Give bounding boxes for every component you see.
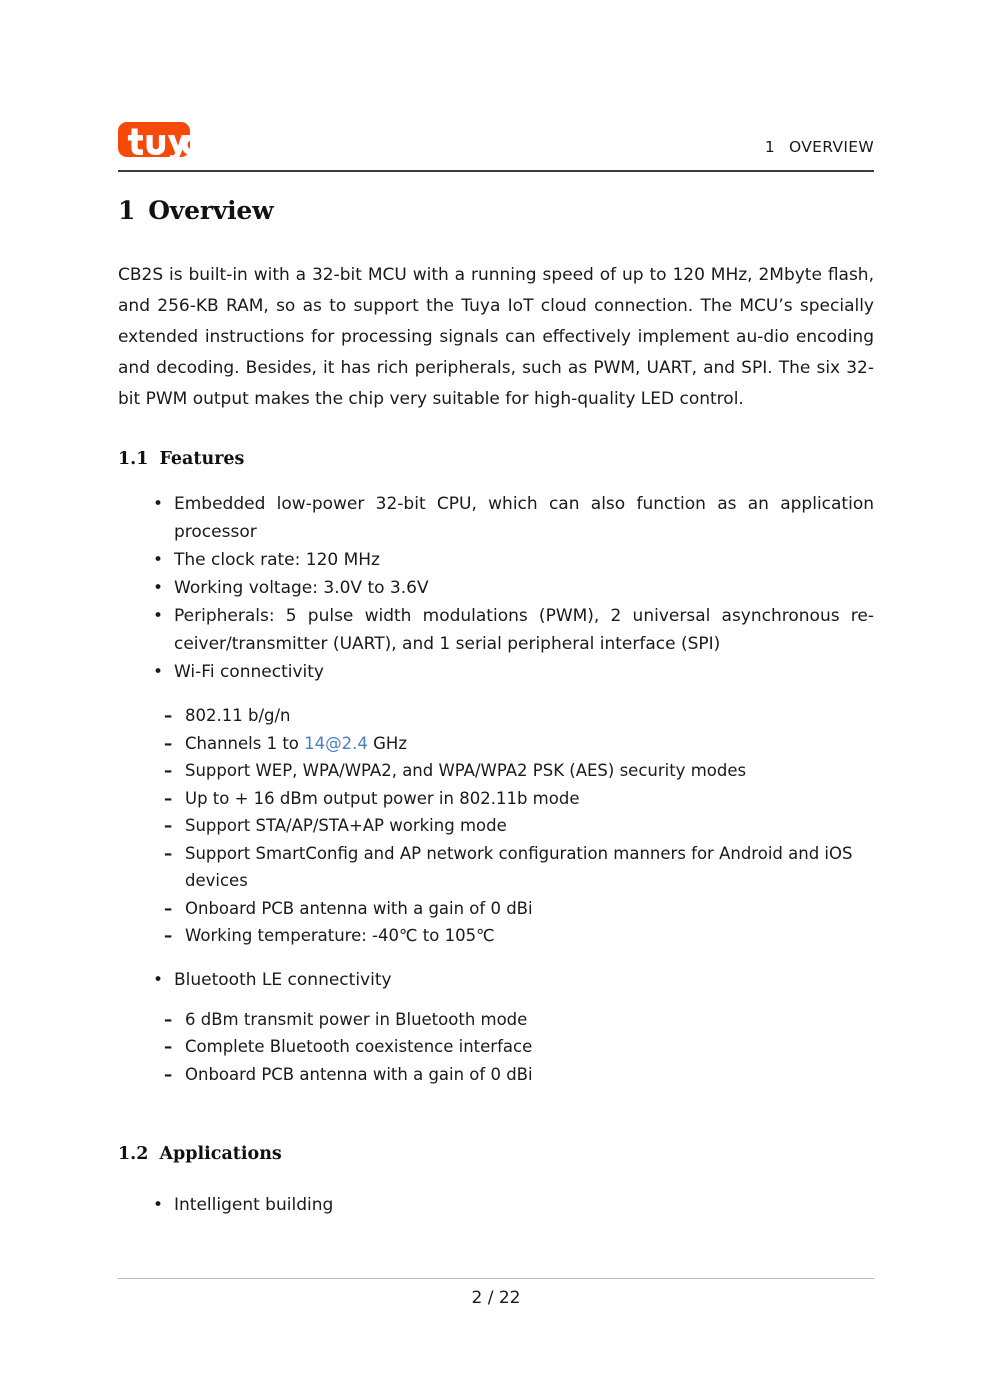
header-divider [118, 170, 874, 172]
dash-icon: – [164, 1037, 173, 1056]
wifi-sub-pre: Up to + 16 dBm output power in 802.11b mode [185, 788, 580, 808]
wifi-sub-text [185, 702, 874, 730]
wifi-sub-text [185, 922, 874, 950]
feature-text: Peripherals: 5 pulse width modulations (PWM), 2 universal asynchronous re-ceiver/transmitter (UART), and 1 serial peripheral interface (SPI) [174, 606, 874, 654]
dash-icon: – [164, 843, 173, 863]
wifi-sub-text [185, 895, 874, 923]
feature-text: Wi-Fi connectivity [174, 662, 324, 682]
dash-icon: – [164, 761, 173, 780]
wifi-sub-pre: Channels 1 to [185, 733, 305, 753]
wifi-sub-text [185, 730, 874, 758]
dash-icon: – [164, 1064, 173, 1084]
list-item [162, 922, 874, 950]
footer-divider [118, 1278, 874, 1279]
wifi-sub-text [185, 757, 874, 785]
list-item [162, 812, 874, 840]
header-section-number: 1 [764, 138, 776, 156]
document-content [118, 196, 874, 1219]
features-title: Features [159, 449, 245, 469]
bluetooth-sub-text: Onboard PCB antenna with a gain of 0 dBi [185, 1064, 533, 1084]
dash-icon: – [164, 926, 173, 945]
wifi-sub-pre: Working temperature: -40℃ to 105℃ [185, 926, 495, 945]
feature-text: The clock rate: 120 MHz [174, 550, 380, 570]
bullet-icon: • [153, 606, 164, 626]
features-list [118, 490, 874, 686]
bluetooth-sub-text: 6 dBm transmit power in Bluetooth mode [185, 1009, 528, 1029]
bluetooth-list [118, 966, 874, 994]
tuya-logo [118, 122, 190, 157]
dash-icon: – [164, 706, 173, 725]
header-section-name: OVERVIEW [789, 138, 874, 156]
list-item [162, 1006, 874, 1034]
header-section-label [765, 138, 874, 156]
application-text: Intelligent building [174, 1195, 334, 1215]
section-title: Overview [148, 196, 274, 225]
applications-heading [118, 1144, 874, 1165]
bullet-icon: • [153, 662, 164, 682]
list-item-bluetooth [147, 966, 874, 994]
dash-icon: – [164, 1009, 173, 1029]
dash-icon: – [164, 733, 173, 753]
list-item [162, 757, 874, 785]
list-item [162, 895, 874, 923]
list-item [147, 574, 874, 602]
section-number: 1 [118, 196, 136, 225]
applications-list [118, 1191, 874, 1219]
features-heading [118, 449, 874, 470]
feature-text: Bluetooth LE connectivity [174, 969, 392, 990]
wifi-sub-list [118, 702, 874, 950]
features-number: 1.1 [118, 449, 149, 469]
list-item [147, 602, 874, 658]
page-header [118, 122, 874, 170]
bullet-icon: • [153, 578, 164, 598]
wifi-sub-text [185, 785, 874, 813]
bullet-icon: • [153, 550, 164, 570]
list-item [162, 1061, 874, 1089]
wifi-sub-pre: Support SmartConfig and AP network configuration manners for Android and iOS devices [185, 843, 853, 890]
list-item [147, 1191, 874, 1219]
bluetooth-sub-text: Complete Bluetooth coexistence interface [185, 1037, 533, 1056]
wifi-sub-pre: Support STA/AP/STA+AP working mode [185, 816, 507, 835]
list-item [162, 1033, 874, 1061]
bluetooth-sub-list [118, 1006, 874, 1089]
wifi-sub-pre: Support WEP, WPA/WPA2, and WPA/WPA2 PSK (AES) security modes [185, 761, 747, 780]
bullet-icon: • [153, 969, 164, 990]
dash-icon: – [164, 816, 173, 835]
applications-title: Applications [159, 1144, 282, 1164]
wifi-sub-post: GHz [367, 733, 407, 753]
list-item [162, 785, 874, 813]
page-title [118, 196, 874, 226]
wifi-sub-text [185, 812, 874, 840]
dash-icon: – [164, 898, 173, 918]
wifi-sub-pre: 802.11 b/g/n [185, 706, 291, 725]
list-item [162, 840, 874, 895]
overview-paragraph: CB2S is built-in with a 32-bit MCU with a running speed of up to 120 MHz, 2Mbyte flash, and 256-KB RAM, so as to support the Tuya IoT cloud connection. The MCU’s specially extended instructions for processing signals can effectively implement au-dio encoding and decoding. Besides, it has rich peripherals, such as PWM, UART, and SPI. The six 32-bit PWM output makes the chip very suitable for high-quality LED control. [118, 265, 874, 409]
channel-link[interactable]: 14@2.4 [304, 733, 368, 753]
list-item [147, 546, 874, 574]
applications-number: 1.2 [118, 1144, 149, 1164]
wifi-sub-text [185, 840, 874, 895]
list-item [162, 702, 874, 730]
feature-text: Working voltage: 3.0V to 3.6V [174, 578, 429, 598]
wifi-sub-pre: Onboard PCB antenna with a gain of 0 dBi [185, 898, 533, 918]
list-item [147, 490, 874, 546]
tuya-logo-mark [118, 122, 206, 162]
bullet-icon: • [153, 1195, 164, 1215]
bullet-icon: • [153, 494, 164, 514]
list-item [162, 730, 874, 758]
list-item-wifi [147, 658, 874, 686]
page-number: 2 / 22 [471, 1288, 521, 1308]
dash-icon: – [164, 788, 173, 808]
feature-text: Embedded low-power 32-bit CPU, which can also function as an application processor [174, 494, 874, 542]
